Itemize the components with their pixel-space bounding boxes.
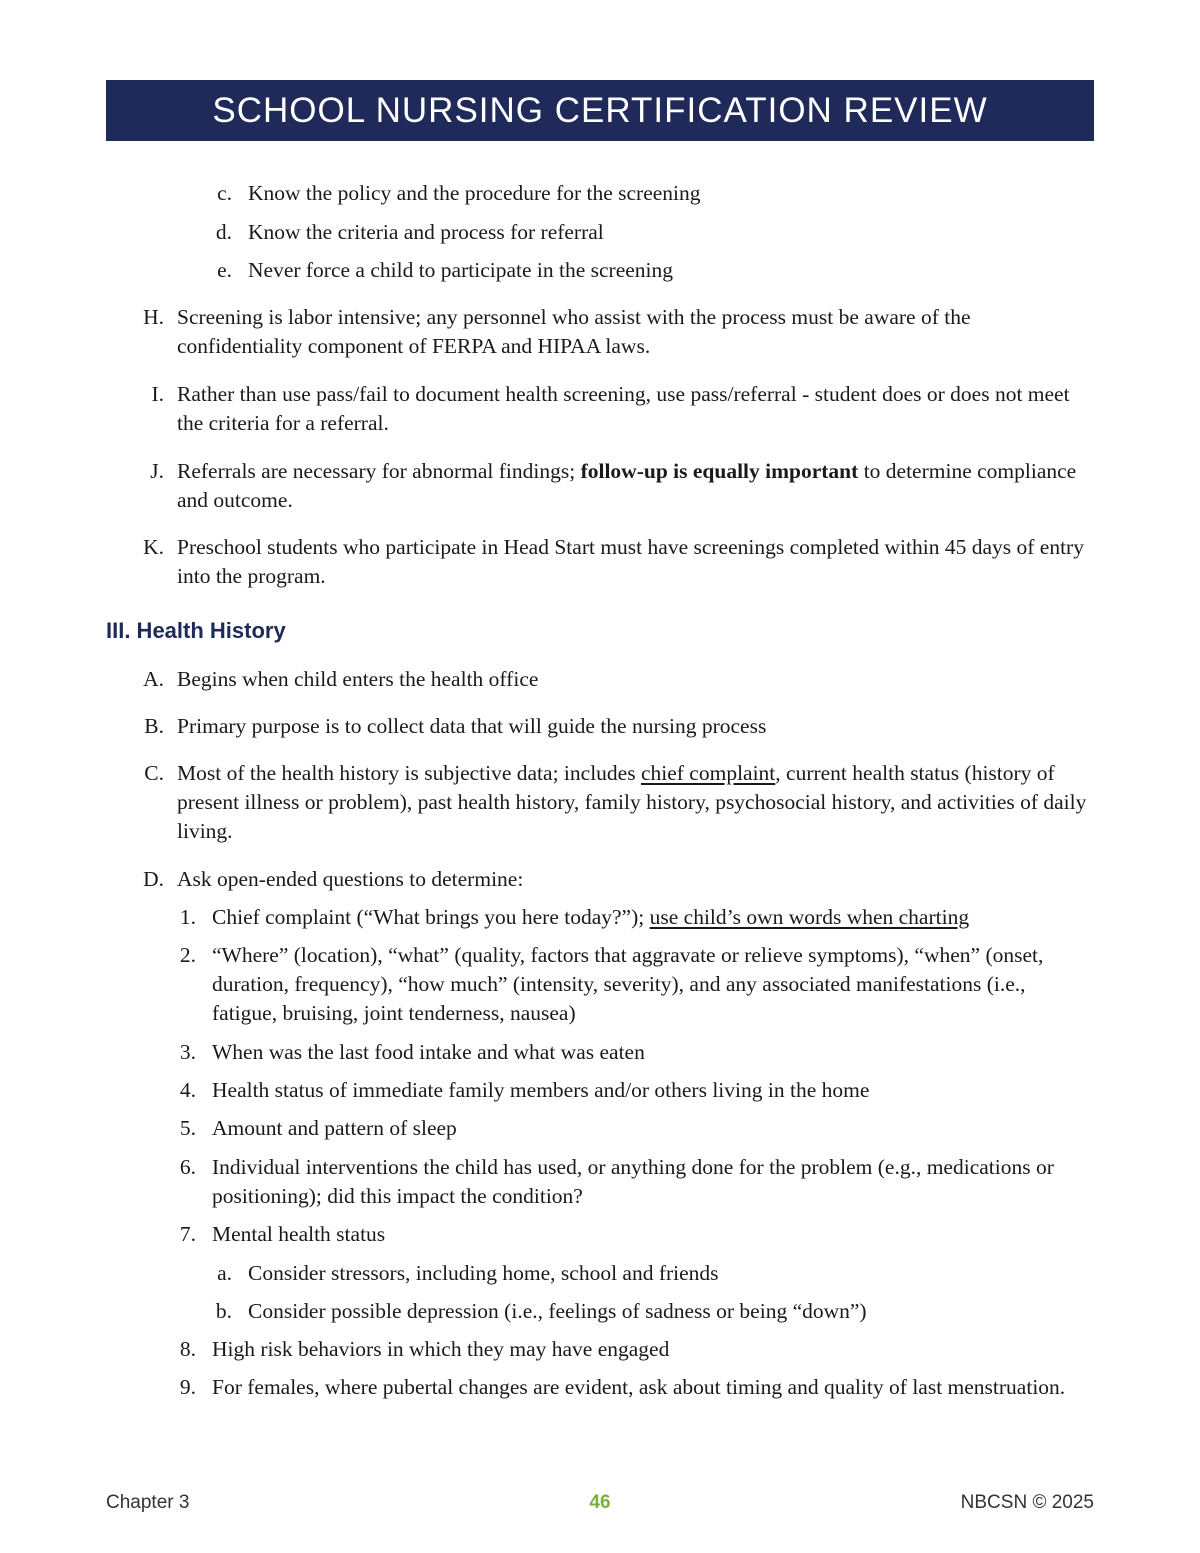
item-text: Primary purpose is to collect data that will guide the nursing process bbox=[177, 714, 767, 738]
item-label: 2. bbox=[179, 943, 196, 967]
header-banner bbox=[106, 80, 1094, 141]
item-text bbox=[177, 457, 1089, 515]
item-text: Individual interventions the child has used, or anything done for the problem (e.g., medications or positioning); did this impact the condition? bbox=[212, 1155, 1054, 1208]
text-after: , current health status (history of present illness or problem), past health history, family history, psychosocial history, and activities of daily living. bbox=[177, 761, 1087, 843]
item-label: 7. bbox=[179, 1222, 196, 1246]
item-label: I. bbox=[151, 382, 164, 406]
item-text: Rather than use pass/fail to document health screening, use pass/referral - student does or does not meet the criteria for a referral. bbox=[177, 382, 1070, 435]
item-label: b. bbox=[215, 1299, 232, 1323]
item-text: Mental health status bbox=[212, 1222, 386, 1246]
text-before: Most of the health history is subjective data; includes bbox=[177, 761, 641, 785]
header-title: SCHOOL NURSING CERTIFICATION REVIEW bbox=[212, 90, 988, 130]
item-text: “Where” (location), “what” (quality, factors that aggravate or relieve symptoms), “when” (onset, duration, frequency), “how much” (intensity, severity), and any associated manifestations (i.e., fatigue, bruising, joint tenderness, nausea) bbox=[212, 943, 1044, 1025]
item-label: 4. bbox=[179, 1078, 196, 1102]
item-text: Know the criteria and process for referral bbox=[248, 220, 604, 244]
item-text bbox=[212, 903, 1092, 932]
emphasis-text: follow-up is equally important bbox=[580, 459, 859, 483]
item-label: D. bbox=[143, 867, 164, 891]
item-text: High risk behaviors in which they may have engaged bbox=[212, 1337, 670, 1361]
item-label: B. bbox=[144, 714, 164, 738]
underlined-text: use child’s own words when charting bbox=[649, 905, 970, 929]
item-label: c. bbox=[217, 181, 232, 205]
item-label: 9. bbox=[179, 1375, 196, 1399]
item-label: a. bbox=[217, 1261, 232, 1285]
item-text: Preschool students who participate in Head Start must have screenings completed within 45 days of entry into the program. bbox=[177, 535, 1084, 588]
item-label: d. bbox=[215, 220, 232, 244]
footer-copyright: NBCSN © 2025 bbox=[960, 1492, 1094, 1513]
item-text: Begins when child enters the health office bbox=[177, 667, 539, 691]
item-label: J. bbox=[150, 459, 164, 483]
item-label: 8. bbox=[179, 1337, 196, 1361]
item-text: Consider stressors, including home, school and friends bbox=[248, 1261, 719, 1285]
item-label: 5. bbox=[179, 1116, 196, 1140]
item-label: A. bbox=[143, 667, 164, 691]
item-text bbox=[177, 759, 1089, 846]
item-label: 3. bbox=[179, 1040, 196, 1064]
item-text: Screening is labor intensive; any personnel who assist with the process must be aware of the confidentiality component of FERPA and HIPAA laws. bbox=[177, 305, 971, 358]
item-text: Consider possible depression (i.e., feelings of sadness or being “down”) bbox=[248, 1299, 867, 1323]
item-text: Never force a child to participate in the screening bbox=[248, 258, 674, 282]
text-after: to determine compliance and outcome. bbox=[177, 459, 1077, 512]
item-label: 6. bbox=[179, 1155, 196, 1179]
text-before: Referrals are necessary for abnormal findings; bbox=[177, 459, 581, 483]
item-label: 1. bbox=[179, 905, 196, 929]
item-label: K. bbox=[143, 535, 164, 559]
item-text: Health status of immediate family members and/or others living in the home bbox=[212, 1078, 870, 1102]
item-label: e. bbox=[217, 258, 232, 282]
underlined-text: chief complaint bbox=[640, 761, 776, 785]
item-label: C. bbox=[144, 761, 164, 785]
item-text: Know the policy and the procedure for the screening bbox=[248, 181, 701, 205]
footer-chapter: Chapter 3 bbox=[106, 1492, 190, 1513]
item-text: When was the last food intake and what was eaten bbox=[212, 1040, 645, 1064]
item-text: For females, where pubertal changes are evident, ask about timing and quality of last menstruation. bbox=[212, 1375, 1066, 1399]
section-title: III. Health History bbox=[106, 618, 286, 643]
text-before: Chief complaint (“What brings you here today?”); bbox=[212, 905, 650, 929]
item-label: H. bbox=[143, 305, 164, 329]
footer-page-number: 46 bbox=[589, 1492, 611, 1513]
item-text: Ask open-ended questions to determine: bbox=[177, 867, 524, 891]
item-text: Amount and pattern of sleep bbox=[212, 1116, 457, 1140]
